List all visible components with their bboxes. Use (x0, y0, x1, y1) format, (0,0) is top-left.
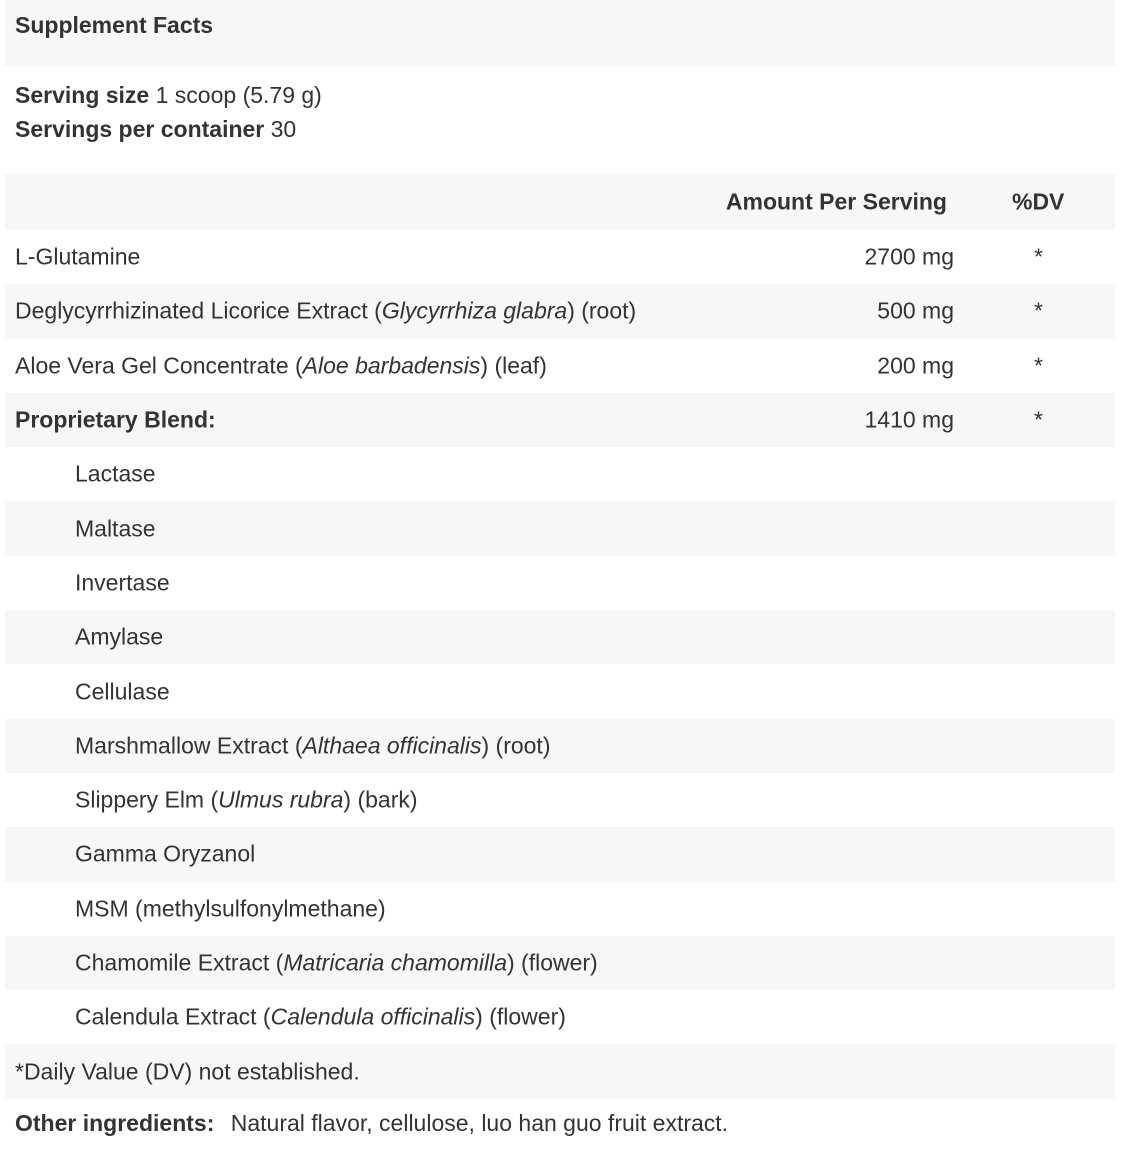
ingredient-name (15, 244, 140, 271)
table-row (5, 827, 1115, 881)
ingredient-name (75, 1004, 566, 1031)
ingredient-name (75, 569, 170, 596)
ingredient-name (75, 895, 386, 922)
ingredient-part: ) (bark) (343, 786, 418, 813)
ingredient-part: ) (flower) (507, 949, 598, 976)
ingredient-dv: * (1034, 352, 1043, 379)
ingredient-name (15, 352, 547, 379)
ingredient-dv: * (1034, 297, 1043, 324)
ingredient-dv: * (1034, 243, 1043, 270)
ingredient-dv: * (1034, 406, 1043, 433)
ingredient-name-text: Maltase (75, 515, 156, 542)
ingredient-latin-name: Althaea officinalis (302, 732, 482, 759)
ingredient-name (75, 624, 163, 651)
ingredient-name-text: Slippery Elm ( (75, 786, 219, 813)
ingredient-name-text: Cellulase (75, 678, 170, 705)
other-ingredients-value: Natural flavor, cellulose, luo han guo fruit extract. (230, 1110, 729, 1136)
ingredient-amount: 200 mg (877, 352, 954, 379)
other-ingredients (15, 1110, 728, 1137)
footnote-row (5, 1044, 1115, 1098)
ingredient-name (75, 787, 418, 814)
ingredient-name (75, 732, 550, 759)
ingredient-name (15, 407, 216, 434)
ingredient-name-text: Lactase (75, 460, 156, 487)
table-row (5, 230, 1115, 284)
ingredient-name-text: Amylase (75, 623, 164, 650)
ingredient-amount: 2700 mg (864, 243, 954, 270)
ingredient-name-text: L-Glutamine (15, 243, 141, 270)
table-row (5, 773, 1115, 827)
panel-title: Supplement Facts (15, 12, 214, 38)
facts-table (5, 174, 1115, 1099)
table-row (5, 556, 1115, 610)
ingredient-name-text: MSM (methylsulfonylmethane) (75, 895, 386, 922)
ingredient-name-text: Chamomile Extract ( (75, 949, 284, 976)
table-row (5, 501, 1115, 555)
servings-per-container-line (15, 112, 322, 146)
ingredient-name-text: Invertase (75, 569, 170, 596)
amount-header: Amount Per Serving (725, 188, 947, 215)
ingredient-latin-name: Matricaria chamomilla (283, 949, 507, 976)
ingredient-name-text: Marshmallow Extract ( (75, 732, 303, 759)
table-row (5, 936, 1115, 990)
table-row (5, 447, 1115, 501)
ingredient-name (75, 678, 170, 705)
title-bar (5, 0, 1115, 66)
serving-info (15, 78, 322, 146)
other-ingredients-label: Other ingredients: (15, 1110, 215, 1136)
ingredient-part: ) (root) (481, 732, 551, 759)
ingredient-part: ) (flower) (475, 1003, 566, 1030)
ingredient-name (75, 950, 598, 977)
servings-per-container-value: 30 (270, 116, 297, 142)
ingredient-name (75, 841, 255, 868)
servings-per-container-label: Servings per container (15, 116, 265, 142)
dv-header: %DV (1012, 188, 1065, 215)
table-row (5, 664, 1115, 718)
table-row (5, 610, 1115, 664)
table-row (5, 719, 1115, 773)
ingredient-name-text: Proprietary Blend: (15, 406, 216, 433)
footnote-text: *Daily Value (DV) not established. (15, 1058, 360, 1085)
ingredient-name-text: Calendula Extract ( (75, 1003, 271, 1030)
ingredient-latin-name: Ulmus rubra (218, 786, 344, 813)
serving-size-line (15, 78, 322, 112)
table-row (5, 284, 1115, 338)
table-row (5, 339, 1115, 393)
table-header-row (5, 174, 1115, 230)
ingredient-name-text: Aloe Vera Gel Concentrate ( (15, 352, 303, 379)
ingredient-latin-name: Glycyrrhiza glabra (381, 297, 568, 324)
ingredient-latin-name: Aloe barbadensis (302, 352, 481, 379)
ingredient-name (75, 515, 156, 542)
ingredient-name-text: Deglycyrrhizinated Licorice Extract ( (15, 297, 382, 324)
table-row (5, 393, 1115, 447)
ingredient-name (75, 461, 156, 488)
ingredient-latin-name: Calendula officinalis (270, 1003, 476, 1030)
serving-size-value: 1 scoop (5.79 g) (155, 82, 322, 108)
ingredient-name (15, 298, 636, 325)
ingredient-part: ) (leaf) (480, 352, 547, 379)
serving-size-label: Serving size (15, 82, 150, 108)
ingredient-amount: 500 mg (877, 297, 954, 324)
ingredient-part: ) (root) (567, 297, 637, 324)
table-row (5, 990, 1115, 1044)
ingredient-amount: 1410 mg (864, 406, 954, 433)
table-row (5, 882, 1115, 936)
ingredient-name-text: Gamma Oryzanol (75, 840, 256, 867)
ingredient-rows (5, 230, 1115, 1044)
